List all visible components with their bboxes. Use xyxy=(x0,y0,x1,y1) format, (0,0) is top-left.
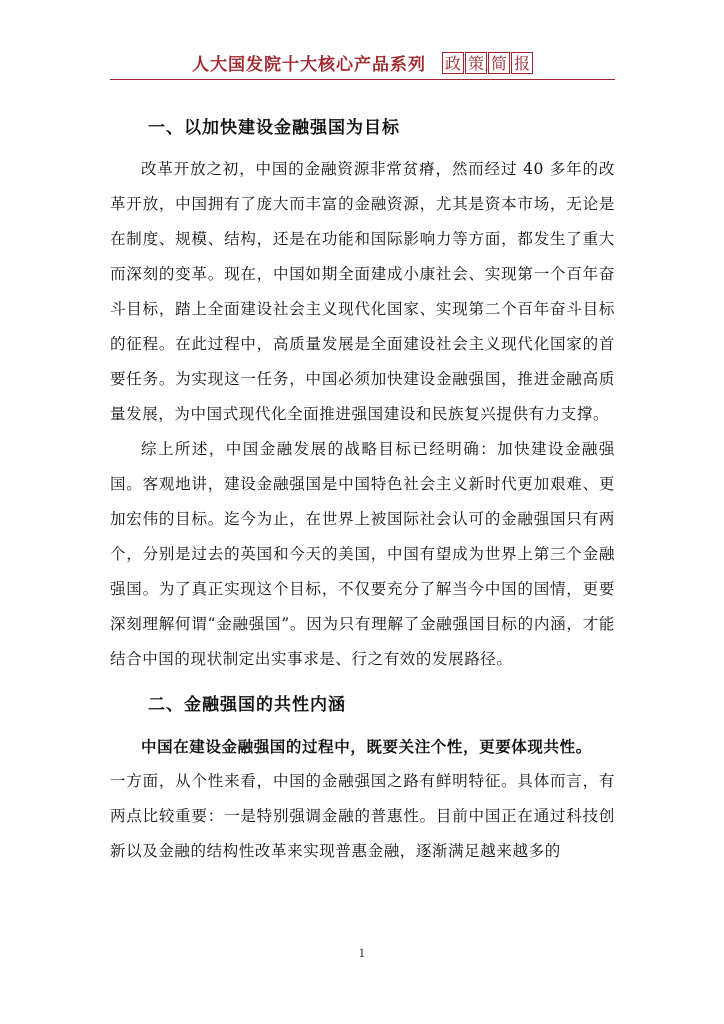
body-paragraph: 综上所述，中国金融发展的战略目标已经明确：加快建设金融强国。客观地讲，建设金融强国是中国特色社会主义新时代更加艰难、更加宏伟的目标。迄今为止，在世界上被国际社会认可的金融强国只有两个，分别是过去的英国和今天的美国，中国有望成为世界上第三个金融强国。为了真正实现这个目标，不仅要充分了解当今中国的国情，更要深刻理解何谓“金融强国”。因为只有理解了金融强国目标的内涵，才能结合中国的现状制定出实事求是、行之有效的发展路径。 xyxy=(110,440,615,668)
body-paragraph: 一方面，从个性来看，中国的金融强国之路有鲜明特征。具体而言，有两点比较重要：一是特别强调金融的普惠性。目前中国正在通过科技创新以及金融的结构性改革来实现普惠金融，逐渐满足越来越多的 xyxy=(110,772,615,860)
document-body xyxy=(110,100,615,869)
brand-char: 报 xyxy=(511,52,533,74)
brand-char: 策 xyxy=(465,52,487,74)
section-heading: 一、以加快建设金融强国为目标 xyxy=(148,118,400,138)
header-rule xyxy=(110,79,615,80)
lead-paragraph: 中国在建设金融强国的过程中，既要关注个性，更要体现共性。 xyxy=(141,737,592,756)
brand-char: 政 xyxy=(442,52,464,74)
series-title: 人大国发院十大核心产品系列 xyxy=(191,55,426,75)
body-paragraph: 改革开放之初，中国的金融资源非常贫瘠，然而经过 40 多年的改革开放，中国拥有了庞大而丰富的金融资源，尤其是资本市场，无论是在制度、规模、结构，还是在功能和国际影响力等方面，都发生了重大而深刻的变革。现在，中国如期全面建成小康社会、实现第一个百年奋斗目标，踏上全面建设社会主义现代化国家、实现第二个百年奋斗目标的征程。在此过程中，高质量发展是全面建设社会主义现代化国家的首要任务。为实现这一任务，中国必须加快建设金融强国，推进金融高质量发展，为中国式现代化全面推进强国建设和民族复兴提供有力支撑。 xyxy=(110,160,615,423)
section-heading: 二、金融强国的共性内涵 xyxy=(148,695,346,715)
page-header xyxy=(110,50,615,75)
page-number: 1 xyxy=(358,947,366,960)
brand-char: 简 xyxy=(488,52,510,74)
brand-label xyxy=(441,52,533,74)
